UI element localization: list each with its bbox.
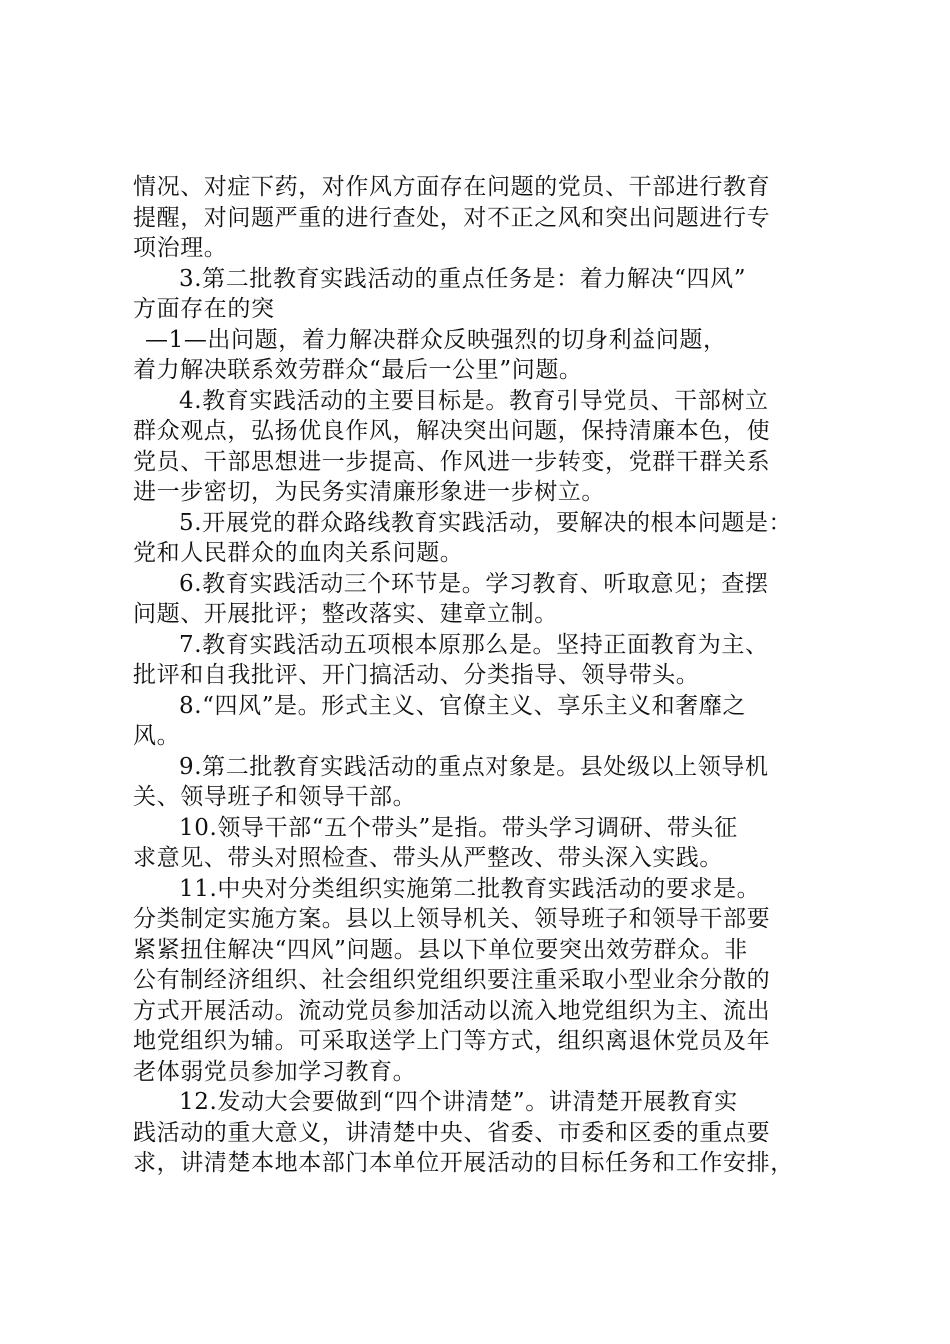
text-line: 风。 — [133, 723, 181, 749]
text-line: 方面存在的突 — [133, 296, 275, 322]
text-line: 方式开展活动。流动党员参加活动以流入地党组织为主、流出 — [133, 997, 771, 1024]
text-line: 践活动的重大意义，讲清楚中央、省委、市委和区委的重点要 — [133, 1119, 771, 1146]
text-line: 老体弱党员参加学习教育。 — [133, 1058, 417, 1085]
paragraph-12-start: 12.发动大会要做到“四个讲清楚”。讲清楚开展教育实 — [179, 1089, 738, 1115]
text-line: 求，讲清楚本地本部门本单位开展活动的目标任务和工作安排， — [133, 1150, 794, 1176]
text-line: 求意见、带头对照检查、带头从严整改、带头深入实践。 — [133, 845, 723, 871]
text-line: 项治理。 — [133, 235, 228, 261]
text-line: 批评和自我批评、开门搞活动、分类指导、领导带头。 — [133, 662, 700, 688]
text-line: 问题、开展批评；整改落实、建章立制。 — [133, 601, 558, 627]
text-line: 提醒，对问题严重的进行查处，对不正之风和突出问题进行专 — [133, 204, 771, 231]
paragraph-11-start: 11.中央对分类组织实施第二批教育实践活动的要求是。 — [179, 875, 761, 902]
text-line: 分类制定实施方案。县以上领导机关、领导班子和领导干部要 — [133, 906, 771, 932]
text-line: 关、领导班子和领导干部。 — [133, 784, 417, 810]
text-line: 紧紧扭住解决“四风”问题。县以下单位要突出效劳群众。非 — [133, 936, 748, 963]
paragraph-9-start: 9.第二批教育实践活动的重点对象是。县处级以上领导机 — [179, 753, 769, 780]
paragraph-8-start: 8.“四风”是。形式主义、官僚主义、享乐主义和奢靡之 — [179, 692, 747, 719]
paragraph-5-start: 5.开展党的群众路线教育实践活动，要解决的根本问题是： — [179, 509, 793, 536]
paragraph-3-start: 3.第二批教育实践活动的重点任务是：着力解决“四风” — [179, 265, 747, 292]
text-line: 党和人民群众的血肉关系问题。 — [133, 540, 464, 566]
page-number-line: —1—出问题，着力解决群众反映强烈的切身利益问题， — [145, 326, 727, 353]
paragraph-4-start: 4.教育实践活动的主要目标是。教育引导党员、干部树立 — [179, 387, 769, 414]
paragraph-7-start: 7.教育实践活动五项根本原那么是。坚持正面教育为主、 — [179, 631, 769, 658]
text-line: 着力解决联系效劳群众“最后一公里”问题。 — [133, 357, 583, 383]
text-line: 党员、干部思想进一步提高、作风进一步转变，党群干群关系 — [133, 448, 771, 475]
document-body — [133, 172, 823, 1179]
text-line: 地党组织为辅。可采取送学上门等方式，组织离退休党员及年 — [133, 1028, 771, 1054]
text-line: 群众观点，弘扬优良作风，解决突出问题，保持清廉本色，使 — [133, 418, 771, 444]
paragraph-6-start: 6.教育实践活动三个环节是。学习教育、听取意见；查摆 — [179, 570, 769, 597]
text-line: 进一步密切，为民务实清廉形象进一步树立。 — [133, 479, 605, 505]
text-line: 公有制经济组织、社会组织党组织要注重采取小型业余分散的 — [133, 967, 771, 993]
text-line: 情况、对症下药，对作风方面存在问题的党员、干部进行教育 — [133, 174, 771, 200]
paragraph-10-start: 10.领导干部“五个带头”是指。带头学习调研、带头征 — [179, 814, 738, 841]
